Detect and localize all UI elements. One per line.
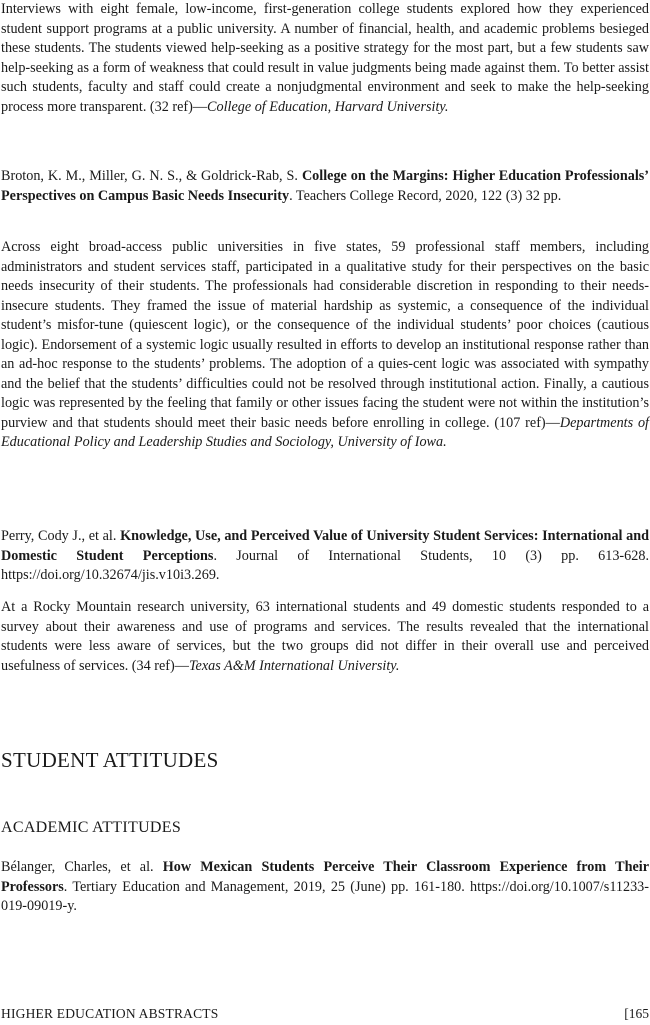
footer-journal-title: HIGHER EDUCATION ABSTRACTS xyxy=(1,1006,219,1021)
abstract-paragraph xyxy=(1,0,649,117)
citation-authors: Perry, Cody J., et al. xyxy=(1,528,117,544)
abstract-source: Texas A&M International University. xyxy=(188,657,400,674)
section-heading: STUDENT ATTITUDES xyxy=(1,748,219,772)
citation-details: . Teachers College Record, 2020, 122 (3) 32 pp. xyxy=(289,187,562,204)
subsection-heading: ACADEMIC ATTITUDES xyxy=(1,819,182,836)
citation-details: . Journal of International Students, 10 (3) pp. 613-628. https://doi.org/10.32674/jis.v10i3.269. xyxy=(1,547,649,583)
citation-title: College on the Margins: Higher Education Professionals’ Perspectives on Campus Basic Needs Insecurity xyxy=(1,168,650,204)
citation-authors: Bélanger, Charles, et al. xyxy=(1,859,154,875)
citation-authors: Broton, K. M., Miller, G. N. S., & Goldrick-Rab, S. xyxy=(1,168,298,184)
abstract-paragraph xyxy=(1,238,649,453)
abstract-text: At a Rocky Mountain research university, 63 international students and 49 domestic students responded to a survey about their awareness and use of programs and services. The results revealed that the international students were less aware of services, but the two groups did not differ in their overall use and perceived usefulness of services. (34 ref)— xyxy=(1,599,649,674)
abstract-paragraph xyxy=(1,598,649,676)
abstract-source: College of Education, Harvard University. xyxy=(207,98,449,115)
citation-paragraph xyxy=(1,527,649,586)
abstract-text: Interviews with eight female, low-income, first-generation college students explored how they experienced student support programs at a public university. A number of financial, health, and academic problems besieged these students. The students viewed help-seeking as a positive strategy for the most part, but a few students saw help-seeking as a form of weakness that could result in value judgments being made against them. To better assist such students, faculty and staff could create a nonjudgmental environment and seek to make the help-seeking process more transparent. (32 ref)— xyxy=(1,1,649,115)
abstract-text: Across eight broad-access public universities in five states, 59 professional staff members, including administrators and student services staff, participated in a qualitative study for their perspectives on the basic needs insecurity of their students. The professionals had considerable discretion in responding to their needs-insecure students. They framed the issue of material hardship as systemic, a consequence of the individual student’s misfor-tune (quiescent logic), or the consequence of the individual students’ poor choices (cautious logic). Endorsement of a systemic logic usually resulted in efforts to develop an institutional response rather than an ad-hoc response to the students’ problems. The adoption of a quies-cent logic was associated with sympathy and the belief that the students’ difficulties could not be resolved through institutional action. Finally, a cautious logic was represented by the feeling that family or other issues facing the student were not within the institution’s purview and that students should meet their basic needs before enrolling in college. (107 ref)— xyxy=(1,239,649,431)
citation-paragraph xyxy=(1,167,649,206)
citation-details: . Tertiary Education and Management, 2019, 25 (June) pp. 161-180. https://doi.org/10.1007/s11233-019-09019-y. xyxy=(1,878,649,914)
citation-paragraph xyxy=(1,858,649,917)
abstract-source: Departments of Educational Policy and Leadership Studies and Sociology, University of Iowa. xyxy=(1,414,649,450)
citation-title: Knowledge, Use, and Perceived Value of University Student Services: International and Domestic Student Perceptions xyxy=(1,528,650,564)
citation-title: How Mexican Students Perceive Their Classroom Experience from Their Professors xyxy=(1,859,649,895)
footer-page-number: [165 xyxy=(624,1006,649,1021)
